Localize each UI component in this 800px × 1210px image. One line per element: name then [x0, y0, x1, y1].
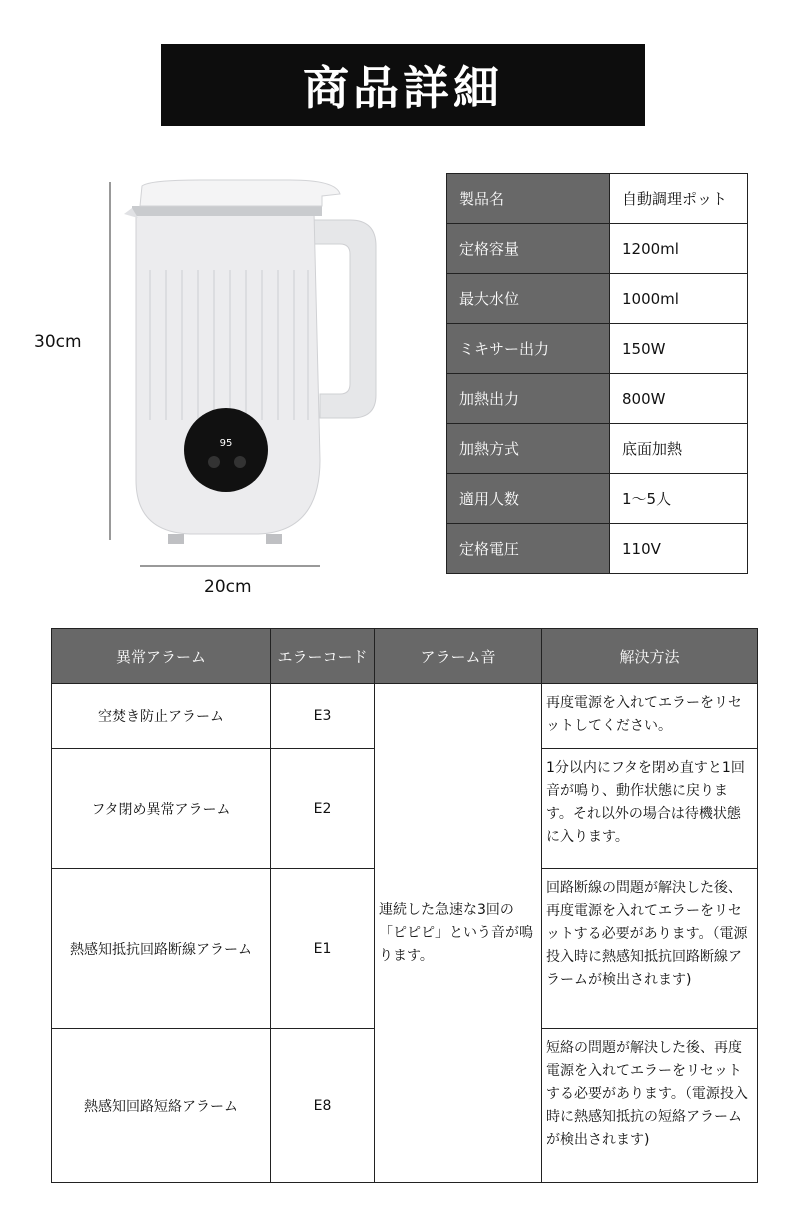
error-table-header: [52, 629, 758, 684]
spec-key: 適用人数: [447, 474, 610, 524]
spec-key: 定格容量: [447, 224, 610, 274]
spec-value: 110V: [610, 524, 748, 574]
spec-value: 1000ml: [610, 274, 748, 324]
solution: 再度電源を入れてエラーをリセットしてください。: [542, 684, 758, 749]
header-solution: 解決方法: [542, 629, 758, 684]
spec-row: [447, 224, 748, 274]
spec-row: [447, 174, 748, 224]
spec-value: 底面加熱: [610, 424, 748, 474]
spec-row: [447, 374, 748, 424]
error-code: E1: [271, 869, 375, 1029]
spec-row: [447, 324, 748, 374]
header-sound: アラーム音: [375, 629, 542, 684]
spec-table: [446, 173, 748, 574]
spec-value: 1200ml: [610, 224, 748, 274]
header-code: エラーコード: [271, 629, 375, 684]
panel-display: 95: [219, 438, 233, 449]
spec-value: 自動調理ポット: [610, 174, 748, 224]
spec-row: [447, 474, 748, 524]
spec-value: 150W: [610, 324, 748, 374]
spec-row: [447, 524, 748, 574]
solution: 回路断線の問題が解決した後、再度電源を入れてエラーをリセットする必要があります。（電源投入時に熱感知抵抗回路断線アラームが検出されます): [542, 869, 758, 1029]
error-code: E3: [271, 684, 375, 749]
spec-value: 1～5人: [610, 474, 748, 524]
height-dimension-label: 30cm: [34, 332, 82, 352]
spec-key: 加熱出力: [447, 374, 610, 424]
spec-row: [447, 424, 748, 474]
spec-key: 加熱方式: [447, 424, 610, 474]
alarm-name: 空焚き防止アラーム: [52, 684, 271, 749]
error-table: [51, 628, 758, 1183]
header-alarm: 異常アラーム: [52, 629, 271, 684]
solution: 1分以内にフタを閉め直すと1回音が鳴り、動作状態に戻ります。それ以外の場合は待機状態に入ります。: [542, 749, 758, 869]
product-illustration: [0, 150, 430, 610]
spec-value: 800W: [610, 374, 748, 424]
error-row: [52, 684, 758, 749]
spec-row: [447, 274, 748, 324]
kettle-image: [0, 150, 430, 610]
error-code: E8: [271, 1029, 375, 1183]
alarm-name: フタ閉め異常アラーム: [52, 749, 271, 869]
width-dimension-label: 20cm: [204, 577, 252, 597]
spec-key: 製品名: [447, 174, 610, 224]
spec-key: 定格電圧: [447, 524, 610, 574]
alarm-sound: 連続した急速な3回の「ピピピ」という音が鳴ります。: [375, 684, 542, 1183]
page-title: 商品詳細: [161, 44, 645, 126]
error-code: E2: [271, 749, 375, 869]
solution: 短絡の問題が解決した後、再度電源を入れてエラーをリセットする必要があります。（電源投入時に熱感知抵抗の短絡アラームが検出されます): [542, 1029, 758, 1183]
alarm-name: 熱感知抵抗回路断線アラーム: [52, 869, 271, 1029]
spec-key: 最大水位: [447, 274, 610, 324]
spec-key: ミキサー出力: [447, 324, 610, 374]
alarm-name: 熱感知回路短絡アラーム: [52, 1029, 271, 1183]
